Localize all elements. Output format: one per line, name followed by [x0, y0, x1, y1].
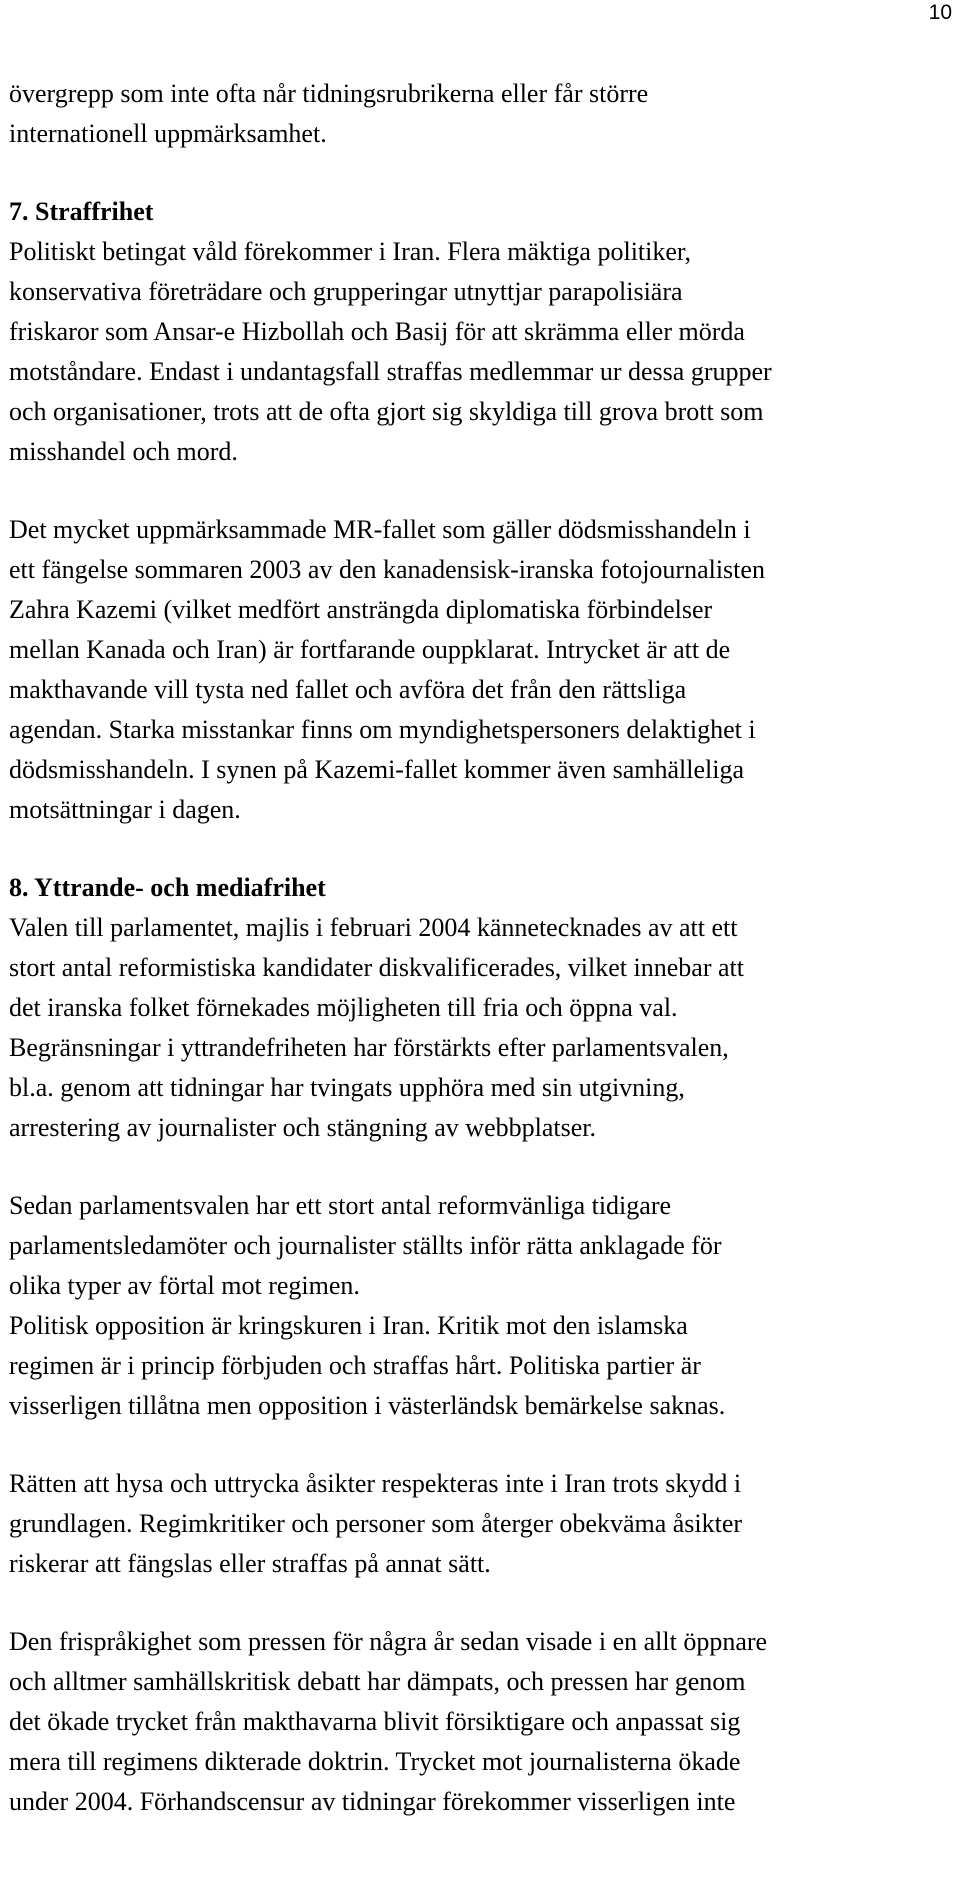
paragraph-kazemi: [9, 510, 954, 830]
text-line: Rätten att hysa och uttrycka åsikter respekteras inte i Iran trots skydd i: [9, 1469, 742, 1498]
text-line: och organisationer, trots att de ofta gjort sig skyldiga till grova brott som: [9, 397, 764, 426]
paragraph-asikter: [9, 1464, 954, 1584]
text-line: grundlagen. Regimkritiker och personer som återger obekväma åsikter: [9, 1509, 743, 1538]
text-line: Politiskt betingat våld förekommer i Iran. Flera mäktiga politiker,: [9, 237, 692, 266]
text-line: friskaror som Ansar-e Hizbollah och Basij för att skrämma eller mörda: [9, 317, 745, 346]
text-line: Politisk opposition är kringskuren i Iran. Kritik mot den islamska: [9, 1311, 688, 1340]
text-line: det iranska folket förnekades möjligheten till fria och öppna val.: [9, 993, 678, 1022]
text-line: misshandel och mord.: [9, 437, 238, 466]
text-line: arrestering av journalister och stängning av webbplatser.: [9, 1113, 596, 1142]
text-line: ett fängelse sommaren 2003 av den kanadensisk-iranska fotojournalisten: [9, 555, 765, 584]
paragraph-intro-continuation: [9, 74, 954, 154]
page-number: 10: [928, 1, 952, 24]
paragraph-opposition: [9, 1186, 954, 1426]
text-line: övergrepp som inte ofta når tidningsrubrikerna eller får större: [9, 79, 649, 108]
text-line: Zahra Kazemi (vilket medfört ansträngda diplomatiska förbindelser: [9, 595, 713, 624]
text-line: regimen är i princip förbjuden och straffas hårt. Politiska partier är: [9, 1351, 701, 1380]
text-line: visserligen tillåtna men opposition i västerländsk bemärkelse saknas.: [9, 1391, 726, 1420]
text-line: motsättningar i dagen.: [9, 795, 241, 824]
paragraph-pressen: [9, 1622, 954, 1822]
section-heading: 7. Straffrihet: [9, 197, 154, 226]
text-line: mellan Kanada och Iran) är fortfarande ouppklarat. Intrycket är att de: [9, 635, 731, 664]
text-line: konservativa företrädare och grupperingar utnyttjar parapolisiära: [9, 277, 683, 306]
text-line: mera till regimens dikterade doktrin. Trycket mot journalisterna ökade: [9, 1747, 741, 1776]
text-line: olika typer av förtal mot regimen.: [9, 1271, 360, 1300]
text-line: under 2004. Förhandscensur av tidningar förekommer visserligen inte: [9, 1787, 736, 1816]
text-line: bl.a. genom att tidningar har tvingats upphöra med sin utgivning,: [9, 1073, 685, 1102]
text-line: riskerar att fängslas eller straffas på annat sätt.: [9, 1549, 491, 1578]
text-line: motståndare. Endast i undantagsfall straffas medlemmar ur dessa grupper: [9, 357, 772, 386]
text-line: Sedan parlamentsvalen har ett stort antal reformvänliga tidigare: [9, 1191, 672, 1220]
text-line: Begränsningar i yttrandefriheten har förstärkts efter parlamentsvalen,: [9, 1033, 729, 1062]
text-line: makthavande vill tysta ned fallet och avföra det från den rättsliga: [9, 675, 687, 704]
text-line: dödsmisshandeln. I synen på Kazemi-fallet kommer även samhälleliga: [9, 755, 744, 784]
text-line: Den frispråkighet som pressen för några år sedan visade i en allt öppnare: [9, 1627, 768, 1656]
text-line: det ökade trycket från makthavarna blivit försiktigare och anpassat sig: [9, 1707, 741, 1736]
section-yttrandefrihet: [9, 868, 954, 1148]
text-line: Det mycket uppmärksammade MR-fallet som gäller dödsmisshandeln i: [9, 515, 751, 544]
text-line: stort antal reformistiska kandidater diskvalificerades, vilket innebar att: [9, 953, 744, 982]
section-straffrihet: [9, 192, 954, 472]
text-line: agendan. Starka misstankar finns om myndighetspersoners delaktighet i: [9, 715, 756, 744]
document-body: [9, 74, 954, 1822]
text-line: internationell uppmärksamhet.: [9, 119, 327, 148]
text-line: parlamentsledamöter och journalister ställts inför rätta anklagade för: [9, 1231, 722, 1260]
text-line: Valen till parlamentet, majlis i februari 2004 kännetecknades av att ett: [9, 913, 738, 942]
section-heading: 8. Yttrande- och mediafrihet: [9, 873, 326, 902]
text-line: och alltmer samhällskritisk debatt har dämpats, och pressen har genom: [9, 1667, 746, 1696]
